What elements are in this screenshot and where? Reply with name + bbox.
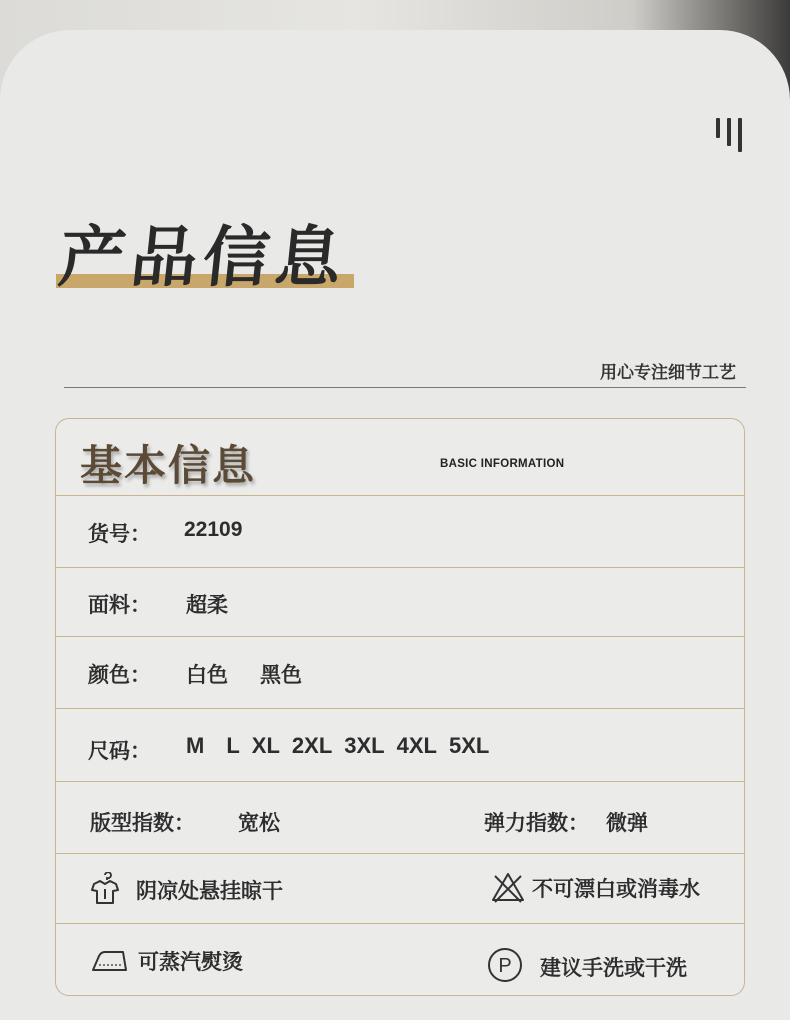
care-dry-clean: 建议手洗或干洗 [540, 956, 687, 980]
section-title: 基本信息 [80, 441, 257, 490]
size-values [186, 733, 489, 759]
row-care-2 [56, 923, 744, 996]
care-steam-iron: 可蒸汽熨烫 [138, 950, 243, 974]
size-value: 3XL [344, 733, 385, 758]
row-fit-elastic [56, 781, 744, 853]
hang-dry-shirt-icon [88, 872, 122, 906]
fit-value: 宽松 [238, 811, 280, 835]
item-no-label: 货号： [88, 522, 151, 546]
dry-clean-p-icon [486, 946, 524, 984]
no-bleach-triangle-icon [490, 870, 526, 904]
row-fabric [56, 567, 744, 636]
page-title: 产品信息 [55, 218, 352, 296]
care-no-bleach: 不可漂白或消毒水 [532, 877, 700, 901]
color-value-white: 白色 [186, 663, 228, 687]
color-label: 颜色： [88, 663, 151, 687]
row-color [56, 636, 744, 708]
fabric-value: 超柔 [186, 593, 228, 617]
info-table [55, 418, 745, 996]
size-value: XL [251, 733, 280, 758]
row-size [56, 708, 744, 781]
table-header [56, 419, 744, 495]
divider [64, 387, 746, 388]
size-value: 4XL [396, 733, 437, 758]
size-value: 2XL [291, 733, 333, 758]
slogan: 用心专注细节工艺 [600, 363, 736, 383]
row-item-no [56, 495, 744, 567]
item-no-value: 22109 [184, 518, 243, 541]
row-care-1 [56, 853, 744, 923]
iron-icon [91, 946, 129, 974]
svg-text:P: P [498, 955, 512, 977]
elastic-value: 微弹 [606, 811, 648, 835]
fabric-label: 面料： [88, 593, 151, 617]
fit-label: 版型指数： [90, 811, 195, 835]
size-label: 尺码： [88, 739, 151, 763]
size-value: M [186, 733, 205, 758]
care-shade-dry: 阴凉处悬挂晾干 [136, 879, 283, 903]
color-value-black: 黑色 [260, 663, 302, 687]
size-value: 5XL [448, 733, 490, 758]
section-subtitle: BASIC INFORMATION [440, 458, 565, 470]
elastic-label: 弹力指数： [484, 811, 589, 835]
size-value: L [226, 733, 240, 758]
decorative-bars [716, 118, 742, 152]
